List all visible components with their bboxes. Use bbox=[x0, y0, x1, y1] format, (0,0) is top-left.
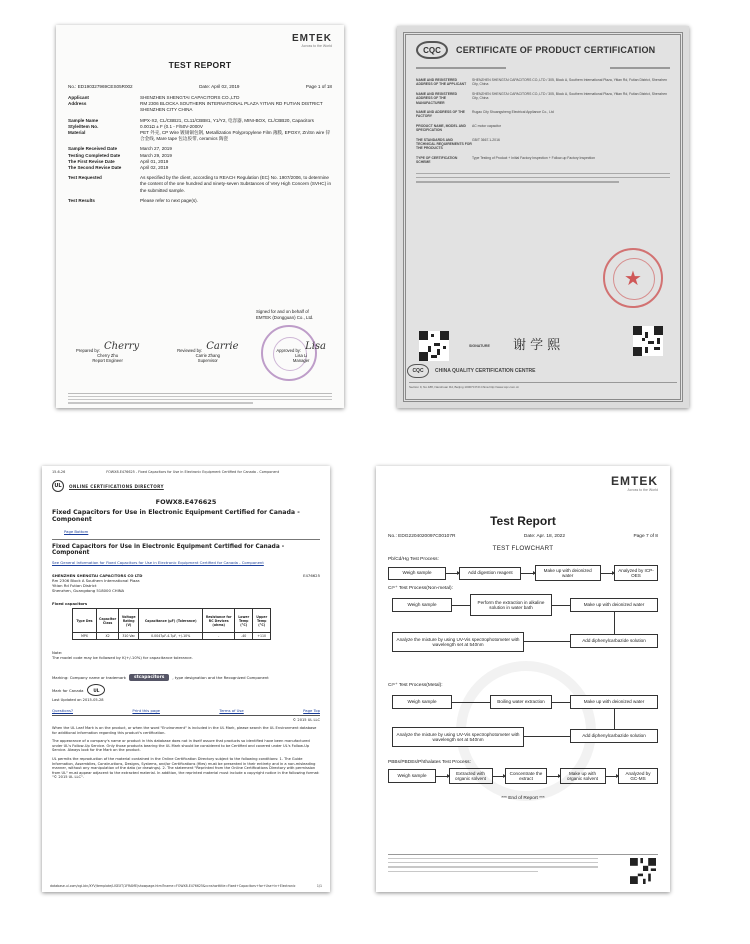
ul-header bbox=[52, 480, 320, 492]
cert-field: NAME AND ADDRESS OF THE FACTORY Rugao City Shuangsheng Electrical Appliance Co., Ltd bbox=[416, 110, 554, 119]
ul-recognized-mark-icon: UL bbox=[87, 684, 105, 696]
certificate-body-text bbox=[416, 173, 670, 183]
terms-link[interactable]: Terms of Use bbox=[219, 708, 244, 713]
emtek-logo: EMTEK Across to the World bbox=[611, 474, 658, 492]
table-header-row: Type Des Capacitor Class Voltage Rating (V) Capacitance (μF) (Tolerance) Resistance for RC Devices (ohms) Lower Temp (°C) Upper Temp (°C) bbox=[73, 609, 271, 633]
certificate-number-row bbox=[406, 63, 680, 73]
signature-row bbox=[76, 341, 326, 363]
fixed-capacitors-label: Fixed capacitors bbox=[52, 601, 88, 606]
last-updated: Last Updated on 2015-05-28 bbox=[52, 698, 104, 702]
field-row: The Second Revise Date April 02, 2019 bbox=[68, 165, 169, 171]
field-row: Address RM 2306 BLOCKA SOUTHERN INTERNATIONAL PLAZA YITIAN RD FUTIAN DISTRICT SHENZHEN CITY CHINA bbox=[68, 101, 323, 113]
listing-code: FOWX8.E476625 bbox=[155, 498, 217, 506]
page-url: database.ul.com/cgi-bin/XYV/template/LISEXT/1FRAME/showpage.html?name=FOWX8.E476625&ccnshorttitle=Fixed+Capacitors+for+Use+in+Electronic bbox=[50, 884, 296, 888]
page-bottom-link[interactable]: Page Bottom bbox=[64, 529, 89, 534]
flow-step: Weigh sample bbox=[392, 695, 452, 709]
end-of-report: *** End of Report *** bbox=[501, 796, 545, 801]
field-row: Material PET 外壳, CP Wire 镀锡铜包钢, Metallization Polypropylene Film 薄膜, EPOXY, Zn/Sn wire 锌合金线, Mare tape 包边胶带, ceramics 陶瓷 bbox=[68, 130, 331, 142]
print-link[interactable]: Print this page bbox=[132, 708, 160, 713]
page-tab-title: FOWX8.E476625 - Fixed Capacitors for Use in Electronic Equipment Certified for Canada - Component bbox=[106, 470, 280, 474]
report-header bbox=[68, 33, 332, 48]
general-info-link[interactable]: See General Information for Fixed Capacitors for Use in Electronic Equipment Certified for Canada - Component bbox=[52, 560, 264, 565]
certificate-issuer bbox=[407, 364, 679, 378]
issuer-name: CHINA QUALITY CERTIFICATION CENTRE bbox=[435, 368, 536, 374]
red-seal: ★ bbox=[603, 248, 663, 308]
field-row: Sample Received Date March 27, 2019 bbox=[68, 146, 172, 152]
signature-approved: Approved by: Lisa Lisa Li Manager bbox=[276, 341, 326, 363]
flow-step: Add digestion reagent bbox=[459, 567, 521, 580]
report-meta bbox=[388, 534, 658, 539]
page-number: Page 1 of 18 bbox=[305, 84, 332, 89]
flow-step: Make up with deionized water bbox=[535, 565, 601, 581]
cert-field: NAME AND REGISTERED ADDRESS OF THE MANUFACTURER SHENZHEN SHENGTAI CAPACITORS CO.,LTD / 305, Block A, Southern International Plaza, Yitian Rd, Futian District, Shenzhen City, China bbox=[416, 91, 667, 105]
emtek-reach-test-report-page bbox=[56, 25, 344, 408]
flow-step: Extracted with organic solvent bbox=[449, 768, 493, 784]
qr-code-icon bbox=[419, 331, 449, 361]
signature-label: SIGNATURE bbox=[469, 344, 490, 348]
report-date: Date: Apr. 18, 2022 bbox=[523, 534, 565, 539]
section-label: PBBs/PBDEs/Phthalates Test Process: bbox=[388, 760, 471, 765]
section-label: Cr⁶⁺ Test Process(Metal): bbox=[388, 683, 443, 688]
field-row: Testing Completed Date March 29, 2019 bbox=[68, 152, 172, 158]
certificate-header bbox=[406, 35, 680, 63]
cert-field: TYPE OF CERTIFICATION SCHEME Type Testing of Product + Initial Factory Inspection + Follow-up Factory Inspection bbox=[416, 155, 596, 165]
report-number: No.: EDG2204020097C00107R bbox=[388, 534, 456, 539]
flow-pbcdhg bbox=[388, 565, 658, 581]
flow-step: Weigh sample bbox=[388, 567, 446, 580]
field-row: Test Results Please refer to next page(s). bbox=[68, 197, 198, 203]
disclaimer-paragraph: UL permits the reproduction of the material contained in the Online Certification Directory subject to the following conditions: 1. The Guide Information, Assemblies, Constructions, Designs, Systems, and/or Certifications (files) must be presented in their entirety and in a non-misleading manner, without any manipulation of the data (or drawings). 2. The statement "Reprinted from the Online Certifications Directory with permission from UL" must appear adjacent to the extracted material. In addition, the reprinted material must include a copyright notice in the following format: "© 2015 UL LLC". bbox=[52, 756, 320, 780]
page-top-link[interactable]: Page Top bbox=[303, 708, 320, 713]
page-number: Page 7 of 8 bbox=[633, 534, 658, 539]
print-footer bbox=[50, 884, 322, 888]
category-heading: Fixed Capacitors for Use in Electronic Equipment Certified for Canada - Component bbox=[52, 544, 285, 556]
report-meta bbox=[68, 84, 332, 89]
notes: Note: The model code may be followed by K(+/-10%) for capacitance tolerance. bbox=[52, 650, 193, 660]
report-title: Test Report bbox=[490, 514, 556, 528]
disclaimer-paragraph: The appearance of a company's name or product in this database does not in itself assure that products so identified have been manufactured under UL's Follow-Up Service. Only those products bearing the UL Mark should be considered to be Certified and covered under UL's Follow-Up Service. Always look for the Mark on the product. bbox=[52, 739, 310, 753]
field-row: The First Revise Date April 01, 2019 bbox=[68, 158, 169, 164]
flow-cr6-metal bbox=[388, 691, 658, 755]
flow-step: Boiling water extraction bbox=[490, 695, 552, 709]
qr-code-icon bbox=[630, 858, 656, 884]
flow-step: Analyze the mixture by using UV-Vis spectrophotometer with wavelength set at 540nm bbox=[392, 632, 524, 652]
flow-step: Perform the extraction in alkaline solution in water bath bbox=[470, 594, 552, 616]
cqc-logo: CQC bbox=[416, 41, 448, 59]
field-row: Applicant SHENZHEN SHENGTAI CAPACITORS CO.,LTD bbox=[68, 95, 240, 100]
flow-step: Concentrate the extract bbox=[505, 768, 547, 784]
report-footer-fineprint bbox=[388, 854, 658, 884]
flow-step: Add diphenylcarbazide solution bbox=[570, 729, 658, 743]
report-number: No.: ED190327969CES05R002 bbox=[68, 84, 133, 89]
cert-field: THE STANDARDS AND TECHNICAL REQUIREMENTS FOR THE PRODUCTS GB/T 3667.1-2016 bbox=[416, 137, 500, 151]
signature-prepared: Prepared by: Cherry Cherry Zhu Report Engineer bbox=[76, 341, 140, 363]
trademark-logo: stcapacitors bbox=[129, 674, 169, 681]
flow-step: Make up with deionized water bbox=[570, 598, 658, 612]
listing-heading: Fixed Capacitors for Use in Electronic Equipment Certified for Canada - Component bbox=[52, 509, 300, 523]
field-row: Test Requested As specified by the client, according to REACH Regulation (EC) No. 1907/2006, to determine the content of the one hundred and ninety-seven Substances of Very High Concern (SVHC) in the submitted sample. bbox=[68, 175, 332, 193]
capacitor-table bbox=[72, 608, 271, 640]
report-title: TEST REPORT bbox=[168, 60, 232, 70]
cert-field: NAME AND REGISTERED ADDRESS OF THE APPLICANT SHENZHEN SHENGTAI CAPACITORS CO.,LTD / 305, Block A, Southern International Plaza, Yitian Rd, Futian District, Shenzhen City, China bbox=[416, 78, 667, 87]
signature: 谢 学 熙 bbox=[513, 338, 561, 353]
print-header: 15-6-26 FOWX8.E476625 - Fixed Capacitors for Use in Electronic Equipment Certified for Canada - Component bbox=[52, 470, 280, 474]
emtek-test-flowchart-page bbox=[376, 466, 670, 892]
signature-reviewed: Reviewed by: Carrie Carrie Zhang Supervisor bbox=[177, 341, 239, 363]
company-block: SHENZHEN SHENGTAI CAPACITORS CO LTD Rm 2306 Block A Southern International Plaza Yitian Rd Futian District Shenzhen, Guangdong 518000 CHINA E476625 bbox=[52, 573, 320, 593]
flowchart-title: TEST FLOWCHART bbox=[492, 545, 554, 552]
section-label: Cr⁶⁺ Test Process(Non-metal): bbox=[388, 586, 453, 591]
certificate-title: CERTIFICATE OF PRODUCT CERTIFICATION bbox=[456, 45, 656, 55]
qr-code-icon bbox=[633, 326, 663, 356]
canada-mark-line: Mark for Canada UL bbox=[52, 684, 320, 696]
flow-cr6-nonmetal bbox=[388, 594, 658, 678]
file-number: E476625 bbox=[303, 573, 320, 578]
disclaimer-paragraph: When the UL Leaf Mark is on the product, or when the word "Environment" is included in the UL Mark, please search the UL Environment database for additional information regarding this product's certification. bbox=[52, 726, 317, 735]
flow-step: Make up with organic solvent bbox=[560, 768, 606, 784]
report-footer-fineprint bbox=[68, 393, 332, 403]
copyright: © 2015 UL LLC bbox=[292, 718, 320, 722]
flow-step: Analyzed by GC-MS bbox=[618, 768, 658, 784]
ul-logo-icon: UL bbox=[52, 480, 64, 492]
issuer-address: Section 9, No.188, Nanshuan Rd, Beijing 100070 P.R.China http://www.cqc.com.cn bbox=[409, 382, 677, 389]
flow-step: Analyzed by ICP-OES bbox=[614, 565, 658, 581]
flow-step: Analyze the mixture by using UV-Vis spectrophotometer with wavelength set at 540nm bbox=[392, 727, 524, 747]
footer-nav bbox=[52, 708, 320, 716]
flow-step: Add diphenylcarbazide solution bbox=[570, 634, 658, 648]
cqc-certificate bbox=[397, 26, 689, 408]
directory-title[interactable]: ONLINE CERTIFICATIONS DIRECTORY bbox=[69, 483, 164, 489]
signed-on-behalf: Signed for and on behalf of EMTEK (Dongguan) Co., Ltd. bbox=[256, 309, 314, 320]
print-page-number: 1/1 bbox=[316, 884, 322, 888]
flow-step: Weigh sample bbox=[392, 598, 452, 612]
questions-link[interactable]: Questions? bbox=[52, 708, 73, 713]
cert-field: PRODUCT NAME, MODEL AND SPECIFICATION AC motor capacitor bbox=[416, 123, 502, 133]
section-label: Pb/Cd/Hg Test Process: bbox=[388, 557, 439, 562]
table-row: MPX X2 310 Vac 0.0047μF-4.7μF, +/-10% - -40 +110 bbox=[73, 633, 271, 640]
field-row: Style/Item No. 0.001Ω ± F (0.1 - F/50V-2000V bbox=[68, 123, 203, 129]
ul-directory-printout bbox=[42, 466, 330, 892]
report-fields bbox=[68, 95, 332, 204]
flow-step: Make up with deionized water bbox=[570, 695, 658, 709]
report-date: Date: April 02, 2019 bbox=[199, 84, 240, 89]
marking-line: Marking: Company name or trademark stcapacitors , type designation and the Recognized Component bbox=[52, 675, 269, 680]
emtek-logo: EMTEK Across to the World bbox=[292, 33, 332, 48]
cqc-logo: CQC bbox=[407, 364, 429, 378]
field-row: Sample Name MPX-X2, CL/CBB21, CL11/CBB81, Y1/Y2, 电容器, MINI-BOX, CL/CBB20, Capacitors bbox=[68, 117, 314, 123]
flow-step: Weigh sample bbox=[388, 769, 436, 783]
